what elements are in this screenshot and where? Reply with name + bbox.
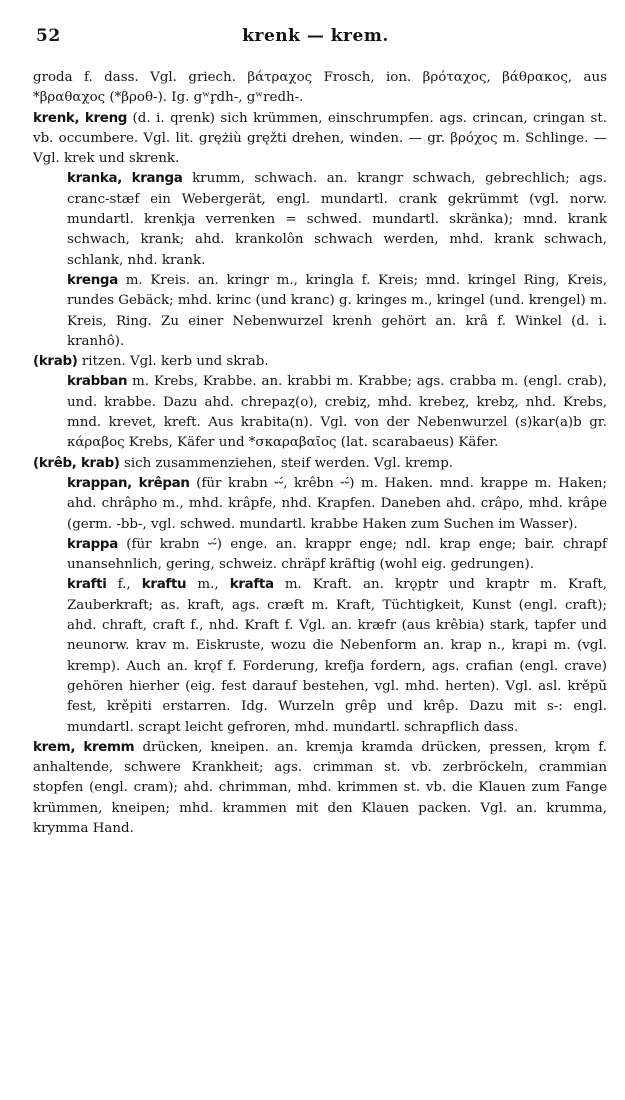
dictionary-entry xyxy=(33,109,607,170)
headword: krabban xyxy=(67,374,128,390)
dictionary-entry xyxy=(33,68,607,109)
entry-text: groda f. dass. Vgl. griech. βάτραχος Frosch, ion. βρόταχος, βάθρακος, aus *βραθαχος (*βροθ-). Ig. gʷr̥dh-, gʷredh-. xyxy=(33,70,607,106)
headword: krafta xyxy=(229,577,274,593)
dictionary-entry xyxy=(33,271,607,352)
headword: kraftu xyxy=(141,577,187,593)
entry-text: (d. i. qrenk) sich krümmen, einschrumpfen. ags. crincan, cringan st. vb. occumbere. Vgl. lit. grężiù gręžti drehen, winden. — gr. βρόχος m. Schlinge. — Vgl. krek und skrenk. xyxy=(33,110,607,167)
entry-text: m. Kreis. an. kringr m., kringla f. Kreis; mnd. kringel Ring, Kreis, rundes Gebäck; mhd. krinc (und kranc) g. kringes m., kringel (und. krengel) m. Kreis, Ring. Zu einer Nebenwurzel krenh gehört an. krâ f. Winkel (d. i. kranhô). xyxy=(67,272,607,349)
headword: krem, kremm xyxy=(33,739,135,755)
entry-text: (für krabn ⏑⏑́) enge. an. krappr enge; ndl. krap enge; bair. chrapf unansehnlich, gering, schweiz. chräpf kräftig (wohl eig. gedrungen). xyxy=(67,536,607,573)
headword: krappan, krêpan xyxy=(67,475,190,491)
dictionary-entry xyxy=(33,535,607,576)
entry-text: f., xyxy=(106,577,142,593)
entry-text: m. Kraft. an. krǫptr und kraptr m. Kraft, Zauberkraft; as. kraft, ags. cræft m. Kraft, Tüchtigkeit, Kunst (engl. craft); ahd. chraft, craft f., nhd. Kraft f. Vgl. an. kræfr (aus krêbia) stark, tapfer und neunorw. krav m. Eiskruste, wozu die Nebenform an. krap n., krapi m. (vgl. kremp). Auch an. krǫf f. Forderung, krefja fordern, ags. crafian (engl. crave) gehören hierher (eig. fest darauf bestehen, vgl. mhd. herten). Vgl. asl. krěpŭ fest, krěpiti erstarren. Idg. Wurzeln grêp und krêp. Dazu mit s-: engl. mundartl. scrapt leicht gefroren, mhd. mundartl. schrapflich dass. xyxy=(67,577,607,735)
page-number: 52 xyxy=(36,26,61,46)
entry-text: (für krabn ⏑⏑́, krêbn ⏑⏑́) m. Haken. mnd. krappe m. Haken; ahd. chrâpho m., mhd. krâpfe, nhd. Krapfen. Daneben ahd. crâpo, mhd. krâpe (germ. -bb-, vgl. schwed. mundartl. krabbe Haken zum Suchen im Wasser). xyxy=(67,475,608,532)
headword: (krêb, krab) xyxy=(33,455,120,471)
headword: kranka, kranga xyxy=(67,171,183,187)
dictionary-entry xyxy=(33,575,607,737)
page-body xyxy=(33,68,607,839)
headword: krappa xyxy=(67,536,118,552)
dictionary-entry xyxy=(33,352,607,372)
entry-text: m. Krebs, Krabbe. an. krabbi m. Krabbe; ags. crabba m. (engl. crab), und. krabbe. Dazu ahd. chrepaȥ(o), crebiȥ, mhd. krebeȥ, krebȥ, nhd. Krebs, mnd. krevet, kreft. Aus krabita(n). Vgl. von der Nebenwurzel (s)kar(a)b gr. κάραβος Krebs, Käfer und *σκαραβαῖος (lat. scarabaeus) Käfer. xyxy=(67,374,607,451)
running-title: krenk — krem. xyxy=(242,26,389,46)
entry-text: m., xyxy=(186,577,230,593)
entry-text: sich zusammenziehen, steif werden. Vgl. kremp. xyxy=(119,455,454,471)
entry-text: ritzen. Vgl. kerb und skrab. xyxy=(77,354,269,370)
entry-text: drücken, kneipen. an. kremja kramda drücken, pressen, krǫm f. anhaltende, schwere Krankheit; ags. crimman st. vb. zerbröckeln, crammian stopfen (engl. cram); ahd. chrimman, mhd. krimmen st. vb. die Klauen zum Fange krümmen, kneipen; mhd. krammen mit den Klauen packen. Vgl. an. krumma, krymma Hand. xyxy=(33,739,607,836)
headword: krenk, kreng xyxy=(33,110,128,126)
entry-text: krumm, schwach. an. krangr schwach, gebrechlich; ags. cranc-stæf ein Webergerät, engl. mundartl. crank gekrümmt (vgl. norw. mundartl. krenkja verrenken = schwed. mundartl. skränka); mnd. krank schwach, krank; ahd. krankolôn schwach werden, mhd. krank schwach, schlank, nhd. krank. xyxy=(67,171,607,268)
dictionary-entry xyxy=(33,169,607,270)
headword: (krab) xyxy=(33,354,78,370)
headword: krenga xyxy=(67,272,118,288)
dictionary-entry xyxy=(33,474,607,535)
page-header xyxy=(36,26,595,50)
headword: krafti xyxy=(67,577,107,593)
dictionary-entry xyxy=(33,738,607,839)
dictionary-entry xyxy=(33,454,607,474)
dictionary-entry xyxy=(33,372,607,453)
